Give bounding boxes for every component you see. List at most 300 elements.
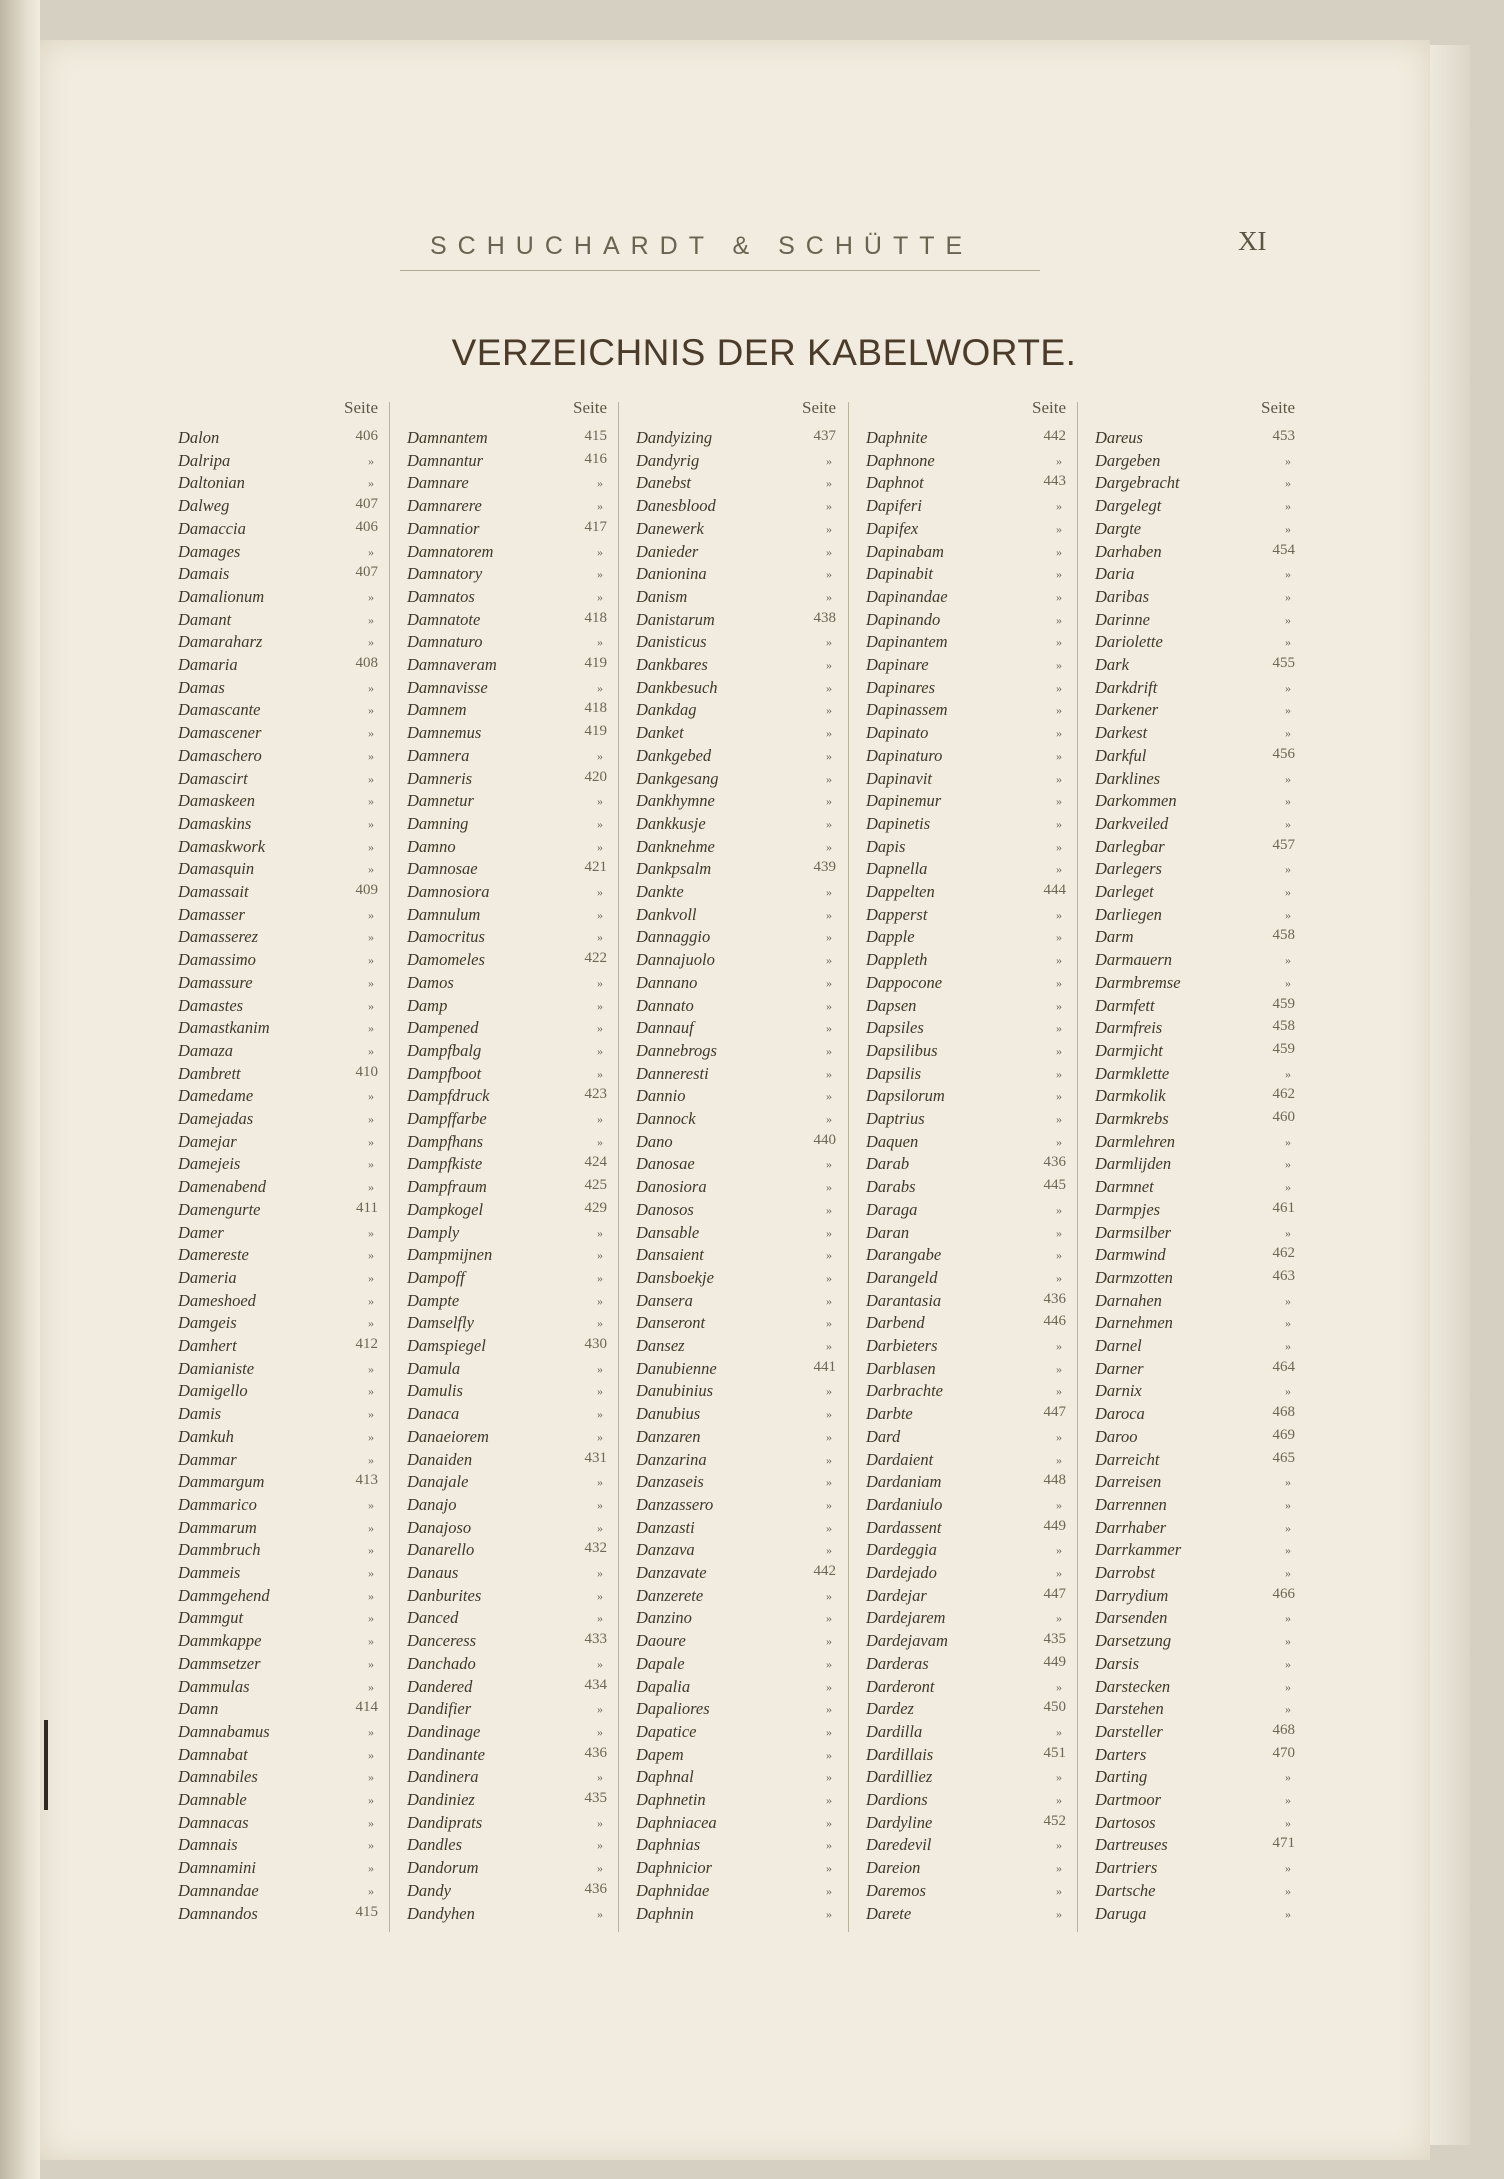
cable-word: Dandorum: [407, 1858, 479, 1878]
index-entry: [178, 564, 378, 587]
index-entry: [866, 1041, 1066, 1064]
index-entry: [866, 1064, 1066, 1087]
cable-word: Dardillais: [866, 1744, 934, 1764]
index-entry: [1095, 1359, 1295, 1382]
page-ref: »: [826, 1815, 832, 1830]
cable-word: Damaccia: [178, 518, 246, 538]
index-entry: [636, 1540, 836, 1563]
index-entry: [866, 1291, 1066, 1314]
index-entry: [866, 519, 1066, 542]
index-entry: [178, 700, 378, 723]
page-ref: »: [597, 567, 603, 582]
cable-word: Damassait: [178, 882, 249, 901]
page-ref: 460: [1272, 1109, 1295, 1125]
cable-word: Dandinage: [407, 1721, 481, 1741]
page-ref: »: [368, 1815, 374, 1830]
cable-word: Dartosos: [1095, 1812, 1156, 1832]
cable-word: Dartreuses: [1095, 1835, 1168, 1855]
cable-word: Darrydium: [1095, 1585, 1169, 1605]
cable-word: Damp: [407, 995, 448, 1015]
page-ref: »: [597, 930, 603, 945]
index-entry: [407, 1336, 607, 1359]
index-entry: [636, 837, 836, 860]
page-ref: »: [1056, 1270, 1062, 1285]
cable-word: Darklines: [1095, 768, 1161, 788]
cable-word: Dammar: [178, 1449, 237, 1469]
index-entry: [1095, 1109, 1295, 1132]
index-entry: [178, 1336, 378, 1359]
page-ref: 418: [584, 609, 607, 626]
page-ref: »: [1056, 1066, 1062, 1081]
page-ref: »: [368, 1588, 374, 1603]
page-ref: »: [368, 771, 374, 786]
page-ref: »: [368, 907, 374, 922]
cable-word: Damages: [178, 541, 241, 561]
index-entry: [407, 542, 607, 565]
page-ref: 415: [355, 1903, 378, 1920]
page-ref: »: [826, 794, 832, 809]
cable-word: Danzaren: [636, 1426, 701, 1446]
index-entry: [636, 973, 836, 996]
index-entry: [1095, 1881, 1295, 1904]
index-entry: [636, 678, 836, 701]
index-entry: [866, 1608, 1066, 1631]
index-entry: [178, 1790, 378, 1813]
page-ref: 451: [1043, 1744, 1066, 1761]
seite-header: Seite: [344, 398, 378, 417]
index-entry: [866, 1177, 1066, 1200]
index-entry: [407, 1018, 607, 1041]
index-entry: [636, 610, 836, 633]
cable-word: Daphnicior: [636, 1858, 713, 1878]
cable-word: Dansaient: [636, 1245, 704, 1265]
index-entry: [1095, 1381, 1295, 1404]
page-ref: »: [826, 1270, 832, 1285]
cable-word: Damnare: [407, 473, 469, 493]
cable-word: Dapsen: [866, 995, 917, 1015]
page-ref: 462: [1272, 1245, 1295, 1262]
cable-word: Darreisen: [1095, 1472, 1162, 1492]
index-column: [172, 398, 378, 1938]
page-ref: »: [597, 1566, 603, 1580]
cable-word: Dandy: [407, 1880, 451, 1900]
page-ref: 459: [1272, 1040, 1295, 1057]
page-ref: »: [1285, 1634, 1291, 1649]
index-entry: [1095, 428, 1295, 451]
cable-word: Dardions: [866, 1790, 928, 1809]
cable-word: Damais: [178, 564, 230, 584]
page-ref: »: [1056, 1452, 1062, 1467]
index-entry: [178, 1223, 378, 1246]
index-entry: [1095, 1336, 1295, 1359]
cable-word: Dartriers: [1095, 1858, 1158, 1878]
cable-word: Darmlijden: [1095, 1154, 1172, 1174]
index-entry: [1095, 723, 1295, 746]
cable-word: Dameshoed: [178, 1290, 256, 1310]
page-ref: 436: [1043, 1154, 1066, 1171]
index-entry: [407, 1064, 607, 1087]
index-entry: [1095, 769, 1295, 792]
cable-word: Dannajuolo: [636, 950, 715, 970]
page-ref: »: [826, 499, 832, 514]
index-entry: [1095, 905, 1295, 928]
cable-word: Dargebracht: [1095, 473, 1180, 493]
page-ref: »: [368, 1611, 374, 1626]
cable-word: Dannato: [636, 995, 694, 1015]
index-entry: [866, 542, 1066, 565]
seite-header: Seite: [802, 398, 836, 417]
cable-word: Darmsilber: [1095, 1222, 1172, 1242]
index-entry: [178, 882, 378, 905]
index-entry: [407, 632, 607, 655]
index-entry: [407, 905, 607, 928]
page-ref: »: [597, 816, 603, 831]
page-ref: »: [1285, 953, 1291, 968]
cable-word: Dampffarbe: [407, 1109, 487, 1128]
index-entry: [636, 1813, 836, 1836]
index-entry: [1095, 1313, 1295, 1336]
cable-word: Damnaturo: [407, 632, 483, 652]
cable-word: Damereste: [178, 1245, 249, 1265]
page-ref: »: [1056, 567, 1062, 582]
cable-word: Damnera: [407, 745, 470, 765]
cable-word: Damaskwork: [178, 836, 266, 856]
index-entry: [866, 1722, 1066, 1745]
cable-word: Dardeggia: [866, 1540, 937, 1560]
page-ref: »: [826, 1588, 832, 1603]
index-entry: [178, 791, 378, 814]
cable-word: Dark: [1095, 655, 1129, 674]
page-ref: 454: [1272, 541, 1295, 558]
page-ref: »: [368, 1361, 374, 1376]
index-entry: [407, 496, 607, 519]
cable-word: Danzavate: [636, 1563, 707, 1582]
cable-word: Dankgebed: [636, 745, 712, 765]
page-ref: »: [1056, 1497, 1062, 1512]
page-ref: »: [826, 1180, 832, 1195]
cable-word: Damaza: [178, 1040, 234, 1060]
cable-word: Danebst: [636, 473, 691, 493]
index-entry: [636, 451, 836, 474]
page-ref: »: [1056, 953, 1062, 968]
cable-word: Darderas: [866, 1653, 929, 1673]
cable-word: Darkener: [1095, 700, 1159, 720]
cable-word: Damnantur: [407, 450, 484, 470]
cable-word: Danesblood: [636, 496, 716, 516]
cable-word: Daoure: [636, 1631, 686, 1651]
index-entry: [1095, 1450, 1295, 1473]
cable-word: Dargelegt: [1095, 496, 1162, 516]
cable-word: Damgeis: [178, 1313, 237, 1333]
cable-word: Danubius: [636, 1404, 701, 1424]
index-entry: [178, 1563, 378, 1586]
index-entry: [866, 1586, 1066, 1609]
cable-word: Damaskeen: [178, 791, 255, 811]
index-entry: [1095, 1858, 1295, 1881]
cable-word: Dampfboot: [407, 1063, 482, 1083]
index-entry: [407, 1608, 607, 1631]
cable-word: Darkommen: [1095, 791, 1177, 811]
page-ref: »: [368, 862, 374, 877]
index-entry: [407, 1699, 607, 1722]
index-entry: [636, 655, 836, 678]
index-entry: [407, 837, 607, 860]
cable-word: Dalon: [178, 428, 220, 447]
cable-word: Darrkammer: [1095, 1540, 1182, 1560]
index-entry: [178, 1200, 378, 1223]
index-entry: [178, 905, 378, 928]
index-entry: [407, 1835, 607, 1858]
index-entry: [866, 1654, 1066, 1677]
cable-word: Dankhymne: [636, 791, 715, 811]
index-entry: [1095, 1767, 1295, 1790]
index-entry: [1095, 678, 1295, 701]
cable-word: Dapinemur: [866, 791, 942, 811]
page-ref: »: [597, 1407, 603, 1422]
page-ref: »: [1285, 1770, 1291, 1785]
index-entry: [1095, 1154, 1295, 1177]
index-entry: [636, 1336, 836, 1359]
index-entry: [636, 1881, 836, 1904]
page-ref: »: [368, 1043, 374, 1058]
index-entry: [866, 1381, 1066, 1404]
index-entry: [178, 859, 378, 882]
page-ref: »: [368, 1293, 374, 1308]
page-ref: »: [597, 1270, 603, 1285]
page-ref: »: [597, 1316, 603, 1331]
page-ref: »: [1285, 703, 1291, 718]
cable-word: Dameria: [178, 1267, 237, 1287]
index-entry: [866, 1313, 1066, 1336]
index-entry: [866, 428, 1066, 451]
cable-word: Darmbremse: [1095, 972, 1181, 992]
page-ref: »: [826, 1225, 832, 1240]
index-entry: [407, 746, 607, 769]
index-entry: [407, 519, 607, 542]
cable-word: Darmlehren: [1095, 1131, 1176, 1151]
page-ref: »: [597, 1497, 603, 1512]
cable-word: Dartsche: [1095, 1880, 1156, 1900]
cable-word: Darangabe: [866, 1245, 942, 1265]
cable-word: Dammsetzer: [178, 1653, 261, 1673]
index-entry: [178, 655, 378, 678]
cable-word: Dardilla: [866, 1721, 923, 1741]
cable-word: Daphnal: [636, 1767, 694, 1787]
cable-word: Damejeis: [178, 1154, 241, 1174]
index-entry: [178, 1132, 378, 1155]
page-ref: 455: [1272, 655, 1295, 671]
page-ref: »: [368, 612, 374, 627]
page-ref: »: [826, 907, 832, 922]
cable-word: Darrennen: [1095, 1494, 1167, 1514]
cable-word: Dareion: [866, 1858, 921, 1878]
page-ref: 424: [584, 1154, 607, 1171]
page-ref: »: [1056, 1361, 1062, 1376]
cable-word: Daria: [1095, 564, 1135, 584]
index-entry: [178, 996, 378, 1019]
page-ref: »: [1285, 521, 1291, 536]
page-ref: »: [597, 1384, 603, 1399]
page-ref: »: [368, 1452, 374, 1467]
page-ref: »: [826, 1043, 832, 1058]
page-ref: »: [1285, 1861, 1291, 1876]
index-entry: [1095, 1904, 1295, 1927]
index-entry: [866, 1154, 1066, 1177]
cable-word: Dammeis: [178, 1563, 241, 1582]
index-entry: [866, 1359, 1066, 1382]
page-ref: »: [1056, 658, 1062, 672]
index-entry: [1095, 1427, 1295, 1450]
page-ref: »: [1056, 1566, 1062, 1580]
cable-word: Dankbares: [636, 655, 708, 674]
index-entry: [866, 1109, 1066, 1132]
page-ref: »: [826, 1656, 832, 1671]
cable-word: Darmpjes: [1095, 1199, 1161, 1219]
index-entry: [636, 1177, 836, 1200]
page-ref: 410: [355, 1063, 378, 1080]
page-ref: 414: [355, 1699, 378, 1716]
page-ref: 407: [355, 496, 378, 513]
cable-word: Darkveiled: [1095, 813, 1169, 833]
index-entry: [1095, 1631, 1295, 1654]
page-ref: »: [597, 1815, 603, 1830]
index-entry: [407, 927, 607, 950]
cable-word: Damply: [407, 1222, 460, 1242]
cable-word: Dardyline: [866, 1812, 933, 1832]
cable-word: Danistarum: [636, 609, 715, 629]
page-ref: »: [368, 1656, 374, 1671]
index-entry: [1095, 1745, 1295, 1768]
index-entry: [636, 1291, 836, 1314]
index-entry: [636, 700, 836, 723]
page-ref: »: [1285, 862, 1291, 877]
page-ref: »: [826, 1293, 832, 1308]
page-ref: »: [1285, 1679, 1291, 1694]
cable-word: Darkdrift: [1095, 677, 1158, 697]
index-entry: [178, 1608, 378, 1631]
index-entry: [178, 746, 378, 769]
cable-word: Daroo: [1095, 1426, 1138, 1446]
cable-word: Dardejar: [866, 1585, 927, 1605]
index-entry: [1095, 1472, 1295, 1495]
index-entry: [407, 1268, 607, 1291]
page-ref: 419: [584, 723, 607, 740]
cable-word: Dardaient: [866, 1449, 934, 1469]
index-entry: [866, 1404, 1066, 1427]
index-entry: [636, 564, 836, 587]
page-ref: 461: [1272, 1199, 1295, 1216]
index-entry: [1095, 1563, 1295, 1586]
cable-word: Damn: [178, 1699, 219, 1719]
page-ref: 439: [813, 859, 836, 876]
cable-word: Danzaseis: [636, 1472, 704, 1492]
page-ref: »: [1285, 1566, 1291, 1580]
page-ref: »: [1056, 521, 1062, 536]
cable-word: Darkest: [1095, 723, 1148, 743]
index-entry: [636, 587, 836, 610]
cable-word: Darete: [866, 1903, 912, 1923]
page-ref: »: [826, 1407, 832, 1422]
index-entry: [636, 1200, 836, 1223]
page-ref: »: [1056, 499, 1062, 514]
page-title: VERZEICHNIS DER KABELWORTE.: [451, 332, 1077, 373]
index-entry: [866, 859, 1066, 882]
page-ref: »: [1056, 544, 1062, 559]
cable-word: Dansboekje: [636, 1267, 714, 1287]
index-entry: [636, 1154, 836, 1177]
index-entry: [636, 1654, 836, 1677]
page-ref: »: [1056, 703, 1062, 718]
index-entry: [636, 1518, 836, 1541]
index-entry: [1095, 519, 1295, 542]
page-ref: »: [826, 816, 832, 831]
index-entry: [407, 1223, 607, 1246]
index-entry: [178, 428, 378, 451]
cable-word: Dankte: [636, 882, 684, 901]
page-ref: »: [826, 975, 832, 990]
index-entry: [178, 1450, 378, 1473]
index-entry: [866, 837, 1066, 860]
page-ref: »: [826, 930, 832, 945]
cable-word: Dappleth: [866, 950, 928, 970]
index-entry: [866, 882, 1066, 905]
index-entry: [636, 905, 836, 928]
page-ref: »: [826, 635, 832, 650]
cable-word: Damenabend: [178, 1177, 266, 1197]
cable-word: Danket: [636, 723, 684, 743]
index-entry: [178, 973, 378, 996]
index-entry: [866, 1336, 1066, 1359]
page-ref: 449: [1043, 1653, 1066, 1670]
index-entry: [1095, 837, 1295, 860]
index-entry: [178, 451, 378, 474]
cable-word: Danubinius: [636, 1381, 714, 1401]
index-entry: [866, 1223, 1066, 1246]
index-entry: [636, 1064, 836, 1087]
page-ref: »: [826, 1861, 832, 1876]
index-column: [860, 398, 1066, 1938]
page-ref: 406: [355, 428, 378, 444]
index-entry: [636, 1586, 836, 1609]
cable-word: Damasquin: [178, 859, 255, 879]
cable-word: Dannauf: [636, 1018, 694, 1038]
cable-word: Damspiegel: [407, 1336, 486, 1355]
cable-word: Dapinato: [866, 723, 929, 743]
index-entry: [1095, 632, 1295, 655]
page-ref: 436: [1043, 1290, 1066, 1307]
cable-word: Dapinandae: [866, 586, 948, 606]
seite-header: Seite: [573, 398, 607, 417]
index-entry: [1095, 1677, 1295, 1700]
index-entry: [178, 678, 378, 701]
page-ref: »: [1056, 1861, 1062, 1876]
page-ref: »: [368, 1180, 374, 1195]
index-entry: [1095, 996, 1295, 1019]
cable-word: Darstecken: [1095, 1676, 1171, 1696]
cable-word: Damnatorem: [407, 541, 494, 561]
cable-word: Darhaben: [1095, 541, 1162, 561]
cable-word: Damaskins: [178, 813, 252, 833]
cable-word: Danajoso: [407, 1517, 472, 1537]
page-ref: »: [597, 748, 603, 763]
cable-word: Dapinavit: [866, 768, 932, 788]
page-ref: »: [597, 635, 603, 650]
page-ref: »: [1285, 589, 1291, 604]
page-ref: »: [597, 885, 603, 899]
page-ref: »: [1285, 726, 1291, 741]
page-ref: »: [1056, 771, 1062, 786]
index-entry: [1095, 1404, 1295, 1427]
